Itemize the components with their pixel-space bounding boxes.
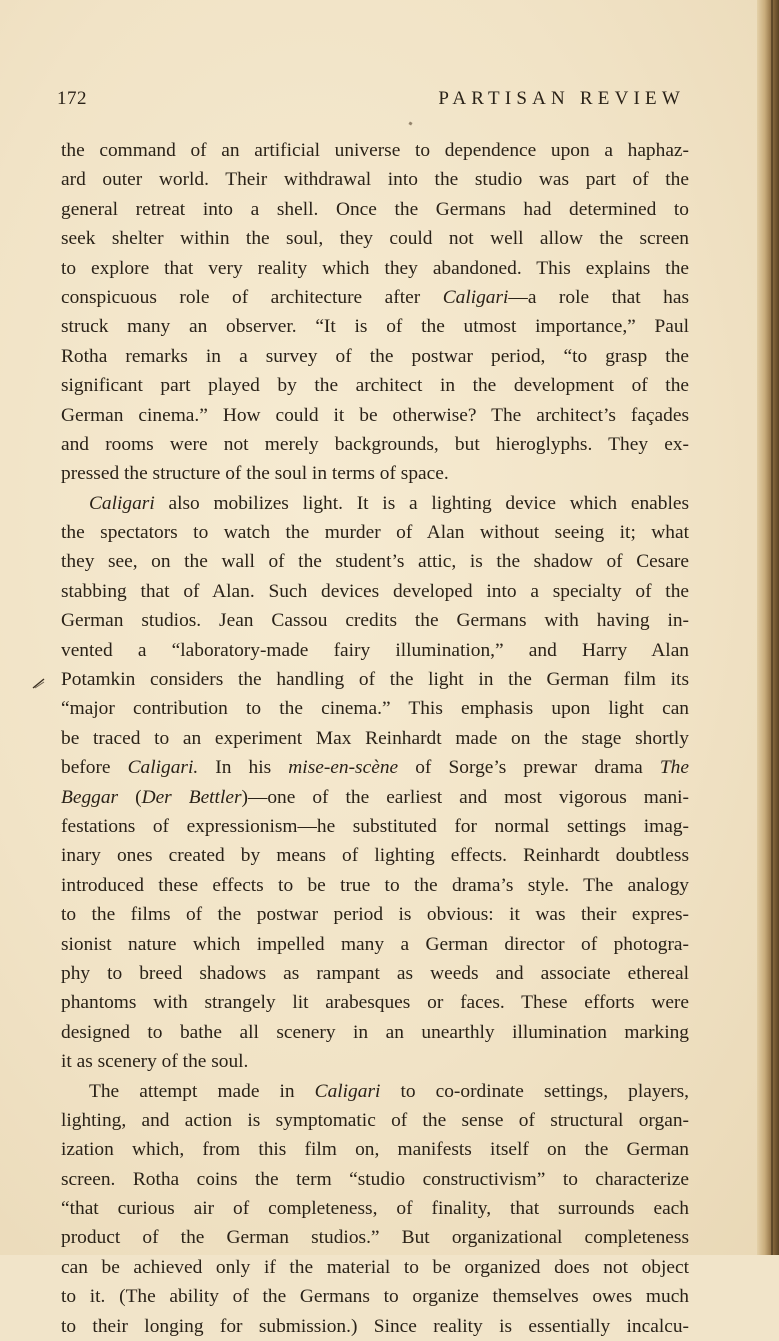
text-segment: (: [118, 786, 142, 808]
text-segment: German studios. Jean Cassou credits the Germans with having in-: [61, 610, 689, 632]
italic-text: Caligari: [89, 492, 155, 514]
text-segment: seek shelter within the soul, they could not well allow the screen: [61, 228, 689, 250]
text-segment: The attempt made in: [89, 1080, 315, 1102]
text-line: [61, 195, 689, 224]
text-line: [61, 783, 689, 812]
text-segment: ization which, from this film on, manifests itself on the German: [61, 1139, 689, 1161]
text-segment: can be achieved only if the material to be organized does not object: [61, 1256, 689, 1278]
text-segment: before: [61, 757, 128, 779]
text-segment: Potamkin considers the handling of the light in the German film its: [61, 669, 689, 691]
text-segment: pressed the structure of the soul in terms of space.: [61, 463, 449, 485]
text-line: [61, 342, 689, 371]
italic-text: Caligari: [442, 286, 509, 308]
text-line: [61, 1018, 689, 1047]
italic-text: The: [659, 757, 689, 779]
text-line: [61, 401, 689, 430]
text-segment: to it. (The ability of the Germans to organize themselves owes much: [61, 1286, 689, 1308]
text-line: [61, 283, 689, 312]
book-spine-shadow: [757, 0, 779, 1255]
text-line: [61, 665, 689, 694]
margin-pencil-mark-icon: [32, 676, 46, 690]
text-segment: the spectators to watch the murder of Alan without seeing it; what: [61, 522, 689, 544]
text-segment: In his: [198, 757, 289, 779]
text-segment: phantoms with strangely lit arabesques or faces. These efforts were: [61, 992, 689, 1014]
text-segment: )—one of the earliest and most vigorous mani-: [241, 786, 689, 808]
text-line: [61, 1135, 689, 1164]
text-line: [61, 1106, 689, 1135]
running-head: PARTISAN REVIEW: [438, 88, 685, 109]
text-line: [61, 1165, 689, 1194]
text-segment: the command of an artificial universe to dependence upon a haphaz-: [61, 140, 689, 161]
italic-text: Caligari: [314, 1080, 381, 1102]
text-segment: sionist nature which impelled many a German director of photogra-: [61, 933, 689, 955]
italic-text: Beggar: [61, 786, 119, 808]
text-segment: be traced to an experiment Max Reinhardt made on the stage shortly: [61, 727, 689, 749]
text-segment: screen. Rotha coins the term “studio constructivism” to characterize: [61, 1168, 689, 1190]
text-segment: “that curious air of completeness, of finality, that surrounds each: [61, 1198, 689, 1220]
text-line: [61, 636, 689, 665]
text-line: [61, 1282, 689, 1311]
text-line: [61, 165, 689, 194]
italic-text: mise-en-scène: [288, 757, 399, 779]
text-line: [61, 136, 689, 165]
text-line: [61, 312, 689, 341]
text-segment: “major contribution to the cinema.” This emphasis upon light can: [61, 698, 689, 720]
text-line: [61, 1194, 689, 1223]
text-line: [61, 1253, 689, 1282]
text-segment: designed to bathe all scenery in an unearthly illumination marking: [61, 1021, 689, 1043]
text-segment: they see, on the wall of the student’s attic, is the shadow of Cesare: [61, 551, 689, 573]
text-line: [61, 606, 689, 635]
binding-edge: [771, 0, 773, 1255]
text-segment: conspicuous role of architecture after: [61, 286, 443, 308]
text-line: [61, 371, 689, 400]
text-segment: general retreat into a shell. Once the Germans had determined to: [61, 198, 689, 220]
italic-text: Caligari.: [127, 757, 199, 779]
text-line: [61, 841, 689, 870]
text-segment: inary ones created by means of lighting effects. Reinhardt doubtless: [61, 845, 689, 867]
text-segment: German cinema.” How could it be otherwise? The architect’s façades: [61, 404, 689, 426]
text-line: [61, 1312, 689, 1341]
text-line: [61, 518, 689, 547]
text-segment: also mobilizes light. It is a lighting device which enables: [154, 492, 689, 514]
italic-text: Der Bettler: [141, 786, 242, 808]
text-line: [61, 959, 689, 988]
text-segment: —a role that has: [508, 286, 689, 308]
text-segment: ard outer world. Their withdrawal into the studio was part of the: [61, 169, 689, 191]
page-number: 172: [57, 88, 87, 109]
text-segment: to the films of the postwar period is obvious: it was their expres-: [61, 904, 689, 926]
text-line: [61, 930, 689, 959]
text-line: [61, 1047, 689, 1076]
text-segment: Rotha remarks in a survey of the postwar period, “to grasp the: [61, 345, 689, 367]
text-segment: stabbing that of Alan. Such devices developed into a specialty of the: [61, 580, 689, 602]
text-line: [61, 694, 689, 723]
text-line: [61, 459, 689, 488]
text-line: [61, 900, 689, 929]
text-line: [61, 430, 689, 459]
text-segment: struck many an observer. “It is of the utmost importance,” Paul: [61, 316, 689, 338]
text-segment: introduced these effects to be true to the drama’s style. The analogy: [61, 874, 689, 896]
text-segment: and rooms were not merely backgrounds, but hieroglyphs. They ex-: [61, 433, 689, 455]
text-line: [61, 753, 689, 782]
text-line: [61, 577, 689, 606]
text-segment: to their longing for submission.) Since reality is essentially incalcu-: [61, 1315, 689, 1337]
text-segment: lighting, and action is symptomatic of the sense of structural organ-: [61, 1109, 689, 1131]
text-segment: product of the German studios.” But organizational completeness: [61, 1227, 689, 1249]
text-segment: phy to breed shadows as rampant as weeds and associate ethereal: [61, 962, 689, 984]
text-line: [61, 224, 689, 253]
body-text: [61, 136, 689, 1341]
page-header: [57, 88, 685, 114]
text-line: [61, 547, 689, 576]
text-line: [61, 812, 689, 841]
text-line: [61, 988, 689, 1017]
text-line: [61, 1077, 689, 1106]
text-segment: significant part played by the architect in the development of the: [61, 375, 689, 397]
text-segment: it as scenery of the soul.: [61, 1051, 249, 1073]
text-line: [61, 724, 689, 753]
text-segment: festations of expressionism—he substituted for normal settings imag-: [61, 815, 689, 837]
text-line: [61, 871, 689, 900]
text-line: [61, 254, 689, 283]
text-segment: to co-ordinate settings, players,: [380, 1080, 689, 1102]
text-line: [61, 1223, 689, 1252]
text-segment: of Sorge’s prewar drama: [398, 757, 660, 779]
text-line: [61, 489, 689, 518]
text-segment: vented a “laboratory-made fairy illumination,” and Harry Alan: [61, 639, 689, 661]
text-segment: to explore that very reality which they abandoned. This explains the: [61, 257, 689, 279]
ink-speck: [408, 121, 412, 125]
